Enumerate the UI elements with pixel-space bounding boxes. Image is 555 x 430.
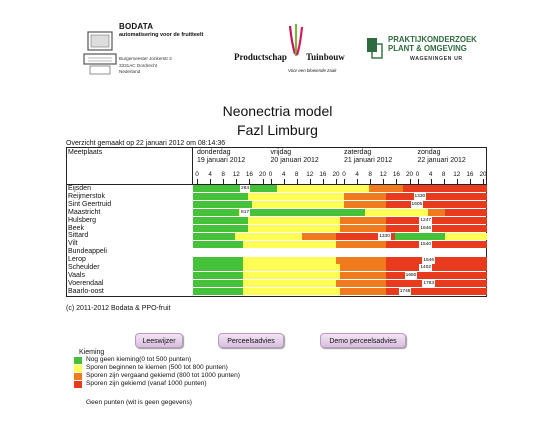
hour-tick-label: 16: [392, 171, 400, 178]
kieming-segment: [193, 225, 248, 232]
kieming-segment: [193, 257, 243, 264]
kieming-segment: [252, 201, 344, 208]
legend-swatch: [74, 400, 82, 407]
kieming-segment: [403, 185, 487, 192]
kieming-segment: [336, 241, 386, 248]
kieming-bar: [193, 280, 487, 287]
table-row: [67, 256, 486, 264]
kieming-segment: [248, 217, 340, 224]
wur-line1: PRAKTIJKONDERZOEK: [388, 35, 477, 44]
table-row: [67, 201, 486, 209]
kieming-segment: [277, 185, 369, 192]
kieming-table: [66, 147, 487, 297]
copyright: (c) 2011-2012 Bodata & PPO-fruit: [66, 305, 171, 312]
hour-tick-label: 0: [195, 171, 199, 178]
kieming-bar: [193, 233, 487, 240]
wur-line2: PLANT & OMGEVING: [388, 44, 467, 53]
kieming-segment: [386, 201, 487, 208]
hour-tick-label: 4: [428, 171, 433, 178]
bodata-logo: [78, 18, 218, 98]
hour-tick-label: 4: [208, 171, 212, 178]
productschap-name: Productschap: [234, 52, 287, 62]
kieming-bar: [193, 193, 487, 200]
page-subtitle: Fazl Limburg: [237, 122, 318, 138]
legend-swatch: [74, 381, 82, 388]
hour-tick-label: 4: [355, 171, 359, 178]
kieming-segment: [340, 264, 386, 271]
legend-label: Geen punten (wit is geen gegevens): [86, 399, 192, 406]
column-header-meetplaats: Meetplaats: [68, 149, 103, 156]
table-row: [67, 209, 486, 217]
day-date: 19 januari 2012: [197, 157, 246, 164]
legend-item: [74, 400, 334, 408]
tulip-mark-icon: [286, 24, 306, 64]
meetplaats-name[interactable]: Voerendaal: [68, 279, 104, 287]
day-weekday: donderdag: [197, 149, 231, 156]
table-row: [67, 264, 486, 272]
kieming-segment: [193, 288, 243, 295]
table-body: [67, 185, 486, 296]
kieming-segment: [344, 201, 386, 208]
table-row: [67, 217, 486, 225]
hour-tick-label: 20: [258, 171, 267, 178]
kieming-points-label: 1646: [420, 225, 432, 231]
day-weekday: zondag: [417, 149, 441, 156]
kieming-bar: [193, 264, 487, 271]
kieming-segment: [386, 241, 487, 248]
kieming-bar: [193, 241, 487, 248]
table-row: [67, 280, 486, 288]
kieming-points-label: 1247: [420, 218, 432, 224]
day-header: [197, 149, 245, 165]
hour-tick-label: 16: [466, 171, 474, 178]
kieming-bar: [193, 209, 487, 216]
legend-swatch: [74, 365, 82, 372]
productschap-logo: [234, 24, 364, 80]
kieming-points-label: 1330: [379, 233, 390, 239]
kieming-segment: [243, 288, 340, 295]
leeswijzer-button[interactable]: Leeswijzer: [135, 333, 183, 348]
table-row: [67, 248, 486, 256]
kieming-segment: [428, 209, 445, 216]
legend-title: Kieming: [79, 349, 105, 356]
bodata-address-line: Nederland: [119, 69, 141, 75]
kieming-points-label: 1650: [405, 273, 417, 279]
kieming-segment: [193, 272, 243, 279]
bodata-address-line: Burgemeester Jonkerstr 2: [119, 56, 172, 61]
kieming-segment: [365, 209, 428, 216]
kieming-segment: [340, 288, 386, 295]
hour-tick-label: 12: [232, 171, 240, 178]
kieming-segment: [386, 272, 487, 279]
kieming-bar: [193, 185, 487, 192]
hour-tick-label: 4: [281, 171, 286, 178]
kieming-segment: [395, 233, 445, 240]
kieming-segment: [248, 225, 340, 232]
demo-perceelsadvies-button[interactable]: Demo perceelsadvies: [320, 333, 406, 348]
meetplaats-name[interactable]: Baarlo-oost: [68, 287, 104, 295]
kieming-segment: [248, 193, 345, 200]
table-header: [67, 148, 486, 185]
kieming-segment: [340, 225, 386, 232]
page-title: Neonectria model: [222, 103, 333, 119]
kieming-segment: [340, 217, 386, 224]
hour-tick-label: 8: [221, 171, 225, 178]
kieming-segment: [243, 264, 340, 271]
hour-tick-label: 0: [342, 171, 346, 178]
kieming-bar: [193, 201, 487, 208]
kieming-segment: [193, 241, 243, 248]
kieming-points-label: 1546: [423, 257, 434, 263]
kieming-segment: [193, 233, 235, 240]
meetplaats-name[interactable]: Bundeappeli: [68, 248, 107, 256]
meetplaats-name[interactable]: Scheulder: [68, 264, 100, 272]
kieming-points-label: 1605: [411, 202, 423, 208]
kieming-segment: [386, 225, 487, 232]
kieming-segment: [302, 233, 336, 240]
kieming-points-label: 1748: [399, 289, 411, 295]
kieming-segment: [243, 241, 335, 248]
kieming-points-label: 1540: [420, 241, 432, 247]
meetplaats-name[interactable]: Vilt: [68, 240, 78, 248]
kieming-segment: [386, 217, 487, 224]
kieming-segment: [193, 185, 277, 192]
table-row: [67, 240, 486, 248]
legend-item: [74, 381, 334, 389]
kieming-segment: [336, 280, 386, 287]
legend-label: Nog geen kieming(0 tot 500 punten): [86, 356, 192, 363]
header-divider: [192, 148, 193, 185]
kieming-segment: [386, 193, 487, 200]
bodata-address-line: 3331AC Dordrecht: [119, 62, 158, 68]
kieming-segment: [445, 233, 487, 240]
hour-tick-label: 8: [441, 171, 446, 178]
kieming-segment: [340, 272, 386, 279]
legend-label: Sporen beginnen te kiemen (500 tot 800 punten): [86, 364, 228, 371]
day-date: 20 januari 2012: [270, 157, 319, 164]
kieming-segment: [386, 280, 487, 287]
kieming-bar: [193, 217, 487, 224]
hour-tick-label: 20: [332, 171, 340, 178]
kieming-segment: [235, 233, 302, 240]
kieming-bar: [193, 257, 487, 264]
productschap-tagline: Voor een bloeiende zaak: [288, 68, 337, 73]
kieming-segment: [386, 264, 487, 271]
kieming-points-label: 1402: [420, 265, 432, 271]
meetplaats-name[interactable]: Lerop: [68, 256, 86, 264]
day-weekday: zaterdag: [344, 149, 372, 156]
kieming-bar: [193, 272, 487, 279]
table-row: [67, 232, 486, 240]
table-row: [67, 185, 486, 193]
day-date: 22 januari 2012: [417, 157, 466, 164]
kieming-segment: [243, 280, 335, 287]
kieming-segment: [193, 201, 252, 208]
kieming-segment: [243, 257, 335, 264]
hour-tick-label: 0: [415, 171, 420, 178]
kieming-segment: [344, 193, 386, 200]
table-row: [67, 288, 486, 296]
perceelsadvies-button[interactable]: Perceelsadvies: [218, 333, 284, 348]
meetplaats-name[interactable]: Eijsden: [68, 185, 91, 192]
hour-tick-label: 12: [306, 171, 314, 178]
legend-swatch: [74, 373, 82, 380]
day-header: [271, 149, 319, 165]
kieming-segment: [193, 193, 248, 200]
meetplaats-name[interactable]: Maastricht: [68, 208, 101, 216]
bodata-tagline: automatisering voor de fruitteelt: [119, 32, 204, 38]
table-row: [67, 193, 486, 201]
hour-tick-label: 20: [405, 171, 414, 178]
wur-line3: WAGENINGEN UR: [410, 56, 463, 62]
legend-swatch: [74, 357, 82, 364]
kieming-bar: [193, 249, 487, 256]
table-row: [67, 225, 486, 233]
kieming-points-label: 284: [241, 186, 250, 192]
meetplaats-name[interactable]: Beek: [68, 224, 84, 232]
kieming-bar: [193, 225, 487, 232]
legend-label: Sporen zijn gekiemd (vanaf 1000 punten): [86, 380, 207, 387]
meetplaats-name[interactable]: Reijmerstok: [68, 192, 105, 200]
kieming-segment: [193, 209, 239, 216]
meetplaats-name[interactable]: Sittard: [68, 232, 89, 240]
kieming-segment: [193, 217, 248, 224]
day-header: [344, 149, 392, 165]
kieming-segment: [248, 209, 366, 216]
kieming-points-label: 1783: [423, 281, 434, 287]
kieming-segment: [386, 257, 487, 264]
kieming-segment: [193, 280, 243, 287]
kieming-points-label: 1330: [414, 194, 426, 200]
overview-timestamp: Overzicht gemaakt op 22 januari 2012 om 08:14:36: [66, 140, 226, 147]
meetplaats-name[interactable]: Sint Geertruid: [68, 200, 112, 208]
hour-tick-label: 12: [453, 171, 461, 178]
legend-label: Sporen zijn vergaand gekiemd (800 tot 1000 punten): [86, 372, 240, 379]
hour-tick-label: 16: [319, 171, 327, 178]
hour-tick-label: 16: [245, 171, 253, 178]
hour-tick-label: 12: [379, 171, 387, 178]
wur-logo: [362, 34, 522, 74]
wur-mark-icon: [366, 36, 384, 60]
kieming-segment: [445, 209, 487, 216]
hour-tick-label: 20: [479, 171, 487, 178]
bodata-mark-icon: [82, 28, 118, 78]
meetplaats-name[interactable]: Hulsberg: [68, 216, 97, 224]
meetplaats-name[interactable]: Vaals: [68, 271, 85, 279]
tuinbouw-name: Tuinbouw: [306, 52, 345, 62]
hour-tick-label: 8: [368, 171, 372, 178]
kieming-points-label: 817: [241, 210, 250, 216]
bodata-address: [119, 56, 172, 76]
kieming-bar: [193, 288, 487, 295]
kieming-segment: [369, 185, 403, 192]
hour-tick-label: 0: [268, 171, 273, 178]
day-header: [418, 149, 466, 165]
bodata-name: BODATA: [119, 22, 154, 31]
kieming-segment: [243, 272, 340, 279]
kieming-segment: [336, 257, 386, 264]
kieming-segment: [193, 264, 243, 271]
hour-tick-label: 8: [294, 171, 299, 178]
table-row: [67, 272, 486, 280]
day-date: 21 januari 2012: [344, 157, 393, 164]
day-weekday: vrijdag: [270, 149, 292, 156]
